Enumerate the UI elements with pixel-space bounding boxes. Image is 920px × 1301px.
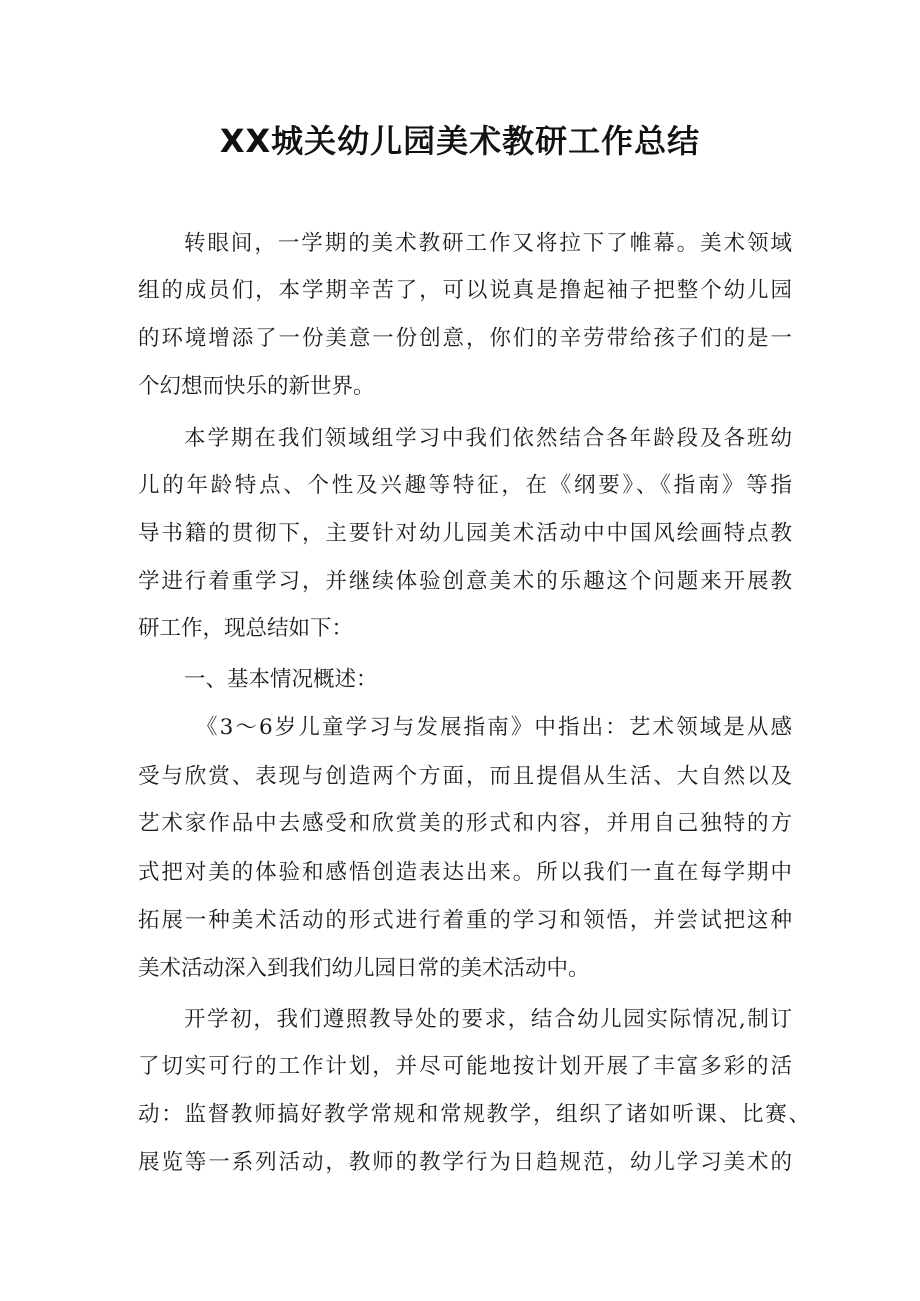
paragraph-2-line-3: 导书籍的贯彻下，主要针对幼儿园美术活动中中国风绘画特点教 [138,521,792,546]
paragraph-2-line-4: 学进行着重学习，并继续体验创意美术的乐趣这个问题来开展教 [138,569,792,594]
paragraph-2-line-2: 儿的年龄特点、个性及兴趣等特征，在《纲要》、《指南》等指 [138,473,792,498]
paragraph-1-line-4: 个幻想而快乐的新世界。 [138,374,375,399]
document-title: XX城关幼儿园美术教研工作总结 [219,122,701,160]
paragraph-1-line-1: 转眼间，一学期的美术教研工作又将拉下了帷幕。美术领域 [184,231,792,256]
paragraph-3-line-5: 拓展一种美术活动的形式进行着重的学习和领悟，并尝试把这种 [138,908,792,933]
paragraph-1-line-3: 的环境增添了一份美意一份创意，你们的辛劳带给孩子们的是一 [138,326,792,351]
paragraph-4-line-1: 开学初，我们遵照教导处的要求，结合幼儿园实际情况,制订 [184,1007,792,1032]
paragraph-4-line-3: 动：监督教师搞好教学常规和常规教学，组织了诸如听课、比赛、 [138,1102,810,1127]
paragraph-4-line-2: 了切实可行的工作计划，并尽可能地按计划开展了丰富多彩的活 [138,1054,792,1079]
paragraph-1-line-2: 组的成员们，本学期辛苦了，可以说真是撸起袖子把整个幼儿园 [138,278,792,303]
paragraph-2-line-5: 研工作，现总结如下： [138,616,354,641]
paragraph-2-line-1: 本学期在我们领域组学习中我们依然结合各年龄段及各班幼 [184,426,792,451]
paragraph-3-line-6: 美术活动深入到我们幼儿园日常的美术活动中。 [138,956,590,981]
paragraph-3-line-3: 艺术家作品中去感受和欣赏美的形式和内容，并用自己独特的方 [138,811,792,836]
paragraph-3-line-2: 受与欣赏、表现与创造两个方面，而且提倡从生活、大自然以及 [138,764,792,789]
section-heading-1: 一、基本情况概述： [184,667,378,692]
paragraph-4-line-4: 展览等一系列活动，教师的教学行为日趋规范，幼儿学习美术的 [138,1150,792,1175]
paragraph-3-line-4: 式把对美的体验和感悟创造表达出来。所以我们一直在每学期中 [138,860,792,885]
paragraph-3-line-1: 《3～6岁儿童学习与发展指南》中指出：艺术领域是从感 [196,715,792,740]
